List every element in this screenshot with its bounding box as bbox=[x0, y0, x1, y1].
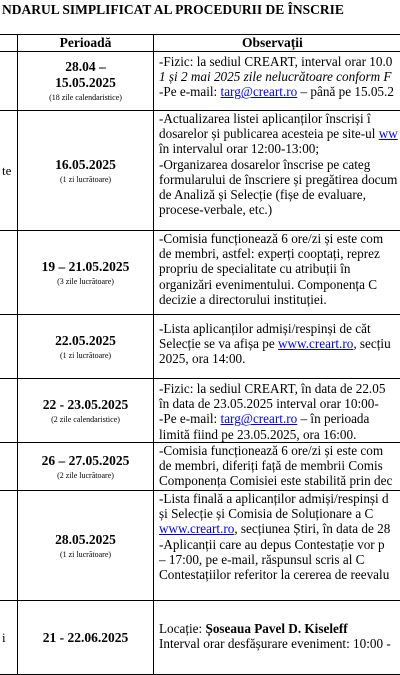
table-row bbox=[0, 52, 400, 111]
obs-line: -Comisia funcționează 6 ore/zi și este com bbox=[159, 443, 400, 458]
email-link[interactable]: targ@creart.ro bbox=[221, 84, 298, 99]
header-col1 bbox=[0, 35, 18, 52]
table-row bbox=[0, 601, 400, 675]
period-duration: (18 zile calendaristice) bbox=[18, 92, 153, 103]
obs-text: Selecție se va afișa pe bbox=[159, 336, 278, 351]
period-cell bbox=[18, 491, 154, 601]
observations-cell bbox=[154, 379, 400, 443]
observations-cell bbox=[154, 52, 400, 111]
period-duration: (1 zi lucrătoare) bbox=[18, 350, 153, 361]
obs-line: de Analiză și Selecție (fișe de evaluare, bbox=[159, 187, 400, 202]
obs-line: Interval orar desfășurare eveniment: 10:00 - bbox=[159, 636, 400, 651]
period-date: 28.05.2025 bbox=[18, 532, 153, 548]
table-row bbox=[0, 379, 400, 443]
period-duration: (2 zile lucrătoare) bbox=[18, 470, 153, 481]
header-period: Perioadă bbox=[18, 35, 154, 52]
website-link[interactable]: ww bbox=[379, 126, 398, 141]
page-title: NDARUL SIMPLIFICAT AL PROCEDURII DE ÎNSCRIE bbox=[0, 0, 400, 20]
obs-line: formularului de înscriere și pregătirea docum bbox=[159, 172, 400, 187]
period-cell bbox=[18, 601, 154, 675]
observations-cell bbox=[154, 231, 400, 315]
period-cell bbox=[18, 111, 154, 231]
period-cell bbox=[18, 315, 154, 379]
table-row bbox=[0, 111, 400, 231]
obs-line: în intervalul orar 12:00-13:00; bbox=[159, 141, 400, 156]
obs-line: Contestațiilor referitor la cererea de reevalu bbox=[159, 567, 400, 582]
obs-line bbox=[159, 411, 400, 426]
observations-cell bbox=[154, 491, 400, 601]
obs-line: procese-verbale, etc.) bbox=[159, 202, 400, 217]
obs-line: propriu de specialitate cu atribuții în bbox=[159, 261, 400, 276]
obs-line: de membri, astfel: experți cooptați, reprez bbox=[159, 246, 400, 261]
period-date: 22.05.2025 bbox=[18, 333, 153, 349]
obs-text: , secțiunea Știri, în data de 28 bbox=[234, 521, 390, 536]
obs-line bbox=[159, 621, 400, 636]
period-duration: (1 zi lucrătoare) bbox=[18, 549, 153, 560]
obs-line bbox=[159, 84, 400, 99]
obs-line: 2025, ora 14:00. bbox=[159, 351, 400, 366]
table-row bbox=[0, 231, 400, 315]
obs-line: -Actualizarea listei aplicanților înscriși î bbox=[159, 111, 400, 126]
header-observations: Observații bbox=[154, 35, 400, 52]
website-link[interactable]: www.creart.ro bbox=[159, 521, 234, 536]
observations-cell bbox=[154, 315, 400, 379]
obs-line: -Lista finală a aplicanților admiși/respinși d bbox=[159, 491, 400, 506]
obs-line: decizie a directorului instituției. bbox=[159, 292, 400, 307]
obs-text: -Pe e-mail: bbox=[159, 84, 221, 99]
obs-text: – până pe 15.05.2 bbox=[297, 84, 394, 99]
obs-text: Locație: bbox=[159, 621, 206, 636]
observations-cell bbox=[154, 111, 400, 231]
period-date: 22 - 23.05.2025 bbox=[18, 397, 153, 413]
row-label: i bbox=[0, 601, 18, 675]
website-link[interactable]: www.creart.ro bbox=[278, 336, 353, 351]
period-cell bbox=[18, 52, 154, 111]
obs-line bbox=[159, 126, 400, 141]
obs-text: – în perioada bbox=[297, 411, 369, 426]
obs-line: de membri, diferiți față de membrii Comis bbox=[159, 458, 400, 473]
period-cell bbox=[18, 231, 154, 315]
table-row bbox=[0, 315, 400, 379]
obs-line: 1 și 2 mai 2025 zile nelucrătoare conform F bbox=[159, 69, 400, 84]
obs-line: limită fiind pe 23.05.2025, ora 16:00. bbox=[159, 427, 400, 442]
table-row bbox=[0, 491, 400, 601]
table-row bbox=[0, 443, 400, 491]
obs-text: -Pe e-mail: bbox=[159, 411, 221, 426]
obs-line: în data de 23.05.2025 interval orar 10:00- bbox=[159, 396, 400, 411]
period-duration: (2 zile calendaristice) bbox=[18, 414, 153, 425]
row-label bbox=[0, 443, 18, 491]
obs-line bbox=[159, 521, 400, 536]
row-label bbox=[0, 52, 18, 111]
email-link[interactable]: targ@creart.ro bbox=[221, 411, 298, 426]
obs-line: – 17:00, pe e-mail, răspunsul scris al C bbox=[159, 552, 400, 567]
period-date: 15.05.2025 bbox=[18, 75, 153, 91]
obs-text: , secțiu bbox=[353, 336, 390, 351]
row-label: te bbox=[0, 111, 18, 231]
row-label bbox=[0, 491, 18, 601]
period-date: 21 - 22.06.2025 bbox=[18, 630, 153, 646]
row-label bbox=[0, 231, 18, 315]
obs-line: -Comisia funcționează 6 ore/zi și este com bbox=[159, 231, 400, 246]
schedule-table bbox=[0, 34, 400, 675]
obs-line: Componența Comisiei este stabilită prin dec bbox=[159, 473, 400, 488]
row-label bbox=[0, 379, 18, 443]
period-duration: (1 zi lucrătoare) bbox=[18, 174, 153, 185]
obs-line: -Lista aplicanților admiși/respinși de căt bbox=[159, 321, 400, 336]
period-duration: (3 zile lucrătoare) bbox=[18, 276, 153, 287]
period-date: 19 – 21.05.2025 bbox=[18, 259, 153, 275]
obs-line bbox=[159, 336, 400, 351]
obs-line: -Fizic: la sediul CREART, în data de 22.05 bbox=[159, 381, 400, 396]
observations-cell bbox=[154, 601, 400, 675]
obs-text: dosarelor și publicarea acesteia pe site-ul bbox=[159, 126, 379, 141]
observations-cell bbox=[154, 443, 400, 491]
period-date: 28.04 – bbox=[18, 59, 153, 75]
period-cell bbox=[18, 443, 154, 491]
obs-line: -Organizarea dosarelor înscrise pe categ bbox=[159, 157, 400, 172]
period-cell bbox=[18, 379, 154, 443]
obs-line: -Aplicanții care au depus Contestație vor p bbox=[159, 537, 400, 552]
period-date: 16.05.2025 bbox=[18, 157, 153, 173]
obs-line: și Selecție și Comisia de Soluționare a C bbox=[159, 506, 400, 521]
row-label bbox=[0, 315, 18, 379]
obs-line: -Fizic: la sediul CREART, interval orar 10.0 bbox=[159, 54, 400, 69]
obs-line: organizări evenimentului. Componența C bbox=[159, 277, 400, 292]
table-header-row bbox=[0, 35, 400, 52]
location-name: Șoseaua Pavel D. Kiseleff bbox=[206, 621, 348, 636]
period-date: 26 – 27.05.2025 bbox=[18, 453, 153, 469]
